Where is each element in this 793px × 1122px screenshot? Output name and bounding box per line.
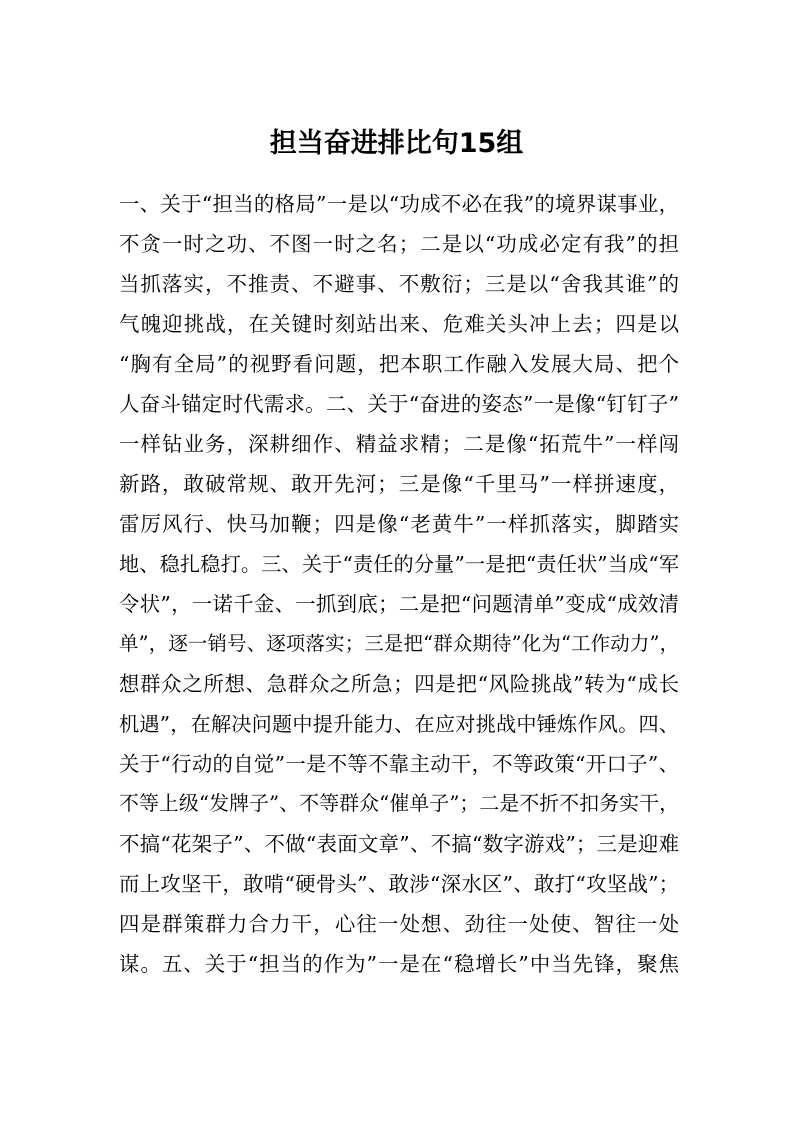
body-line: 谋。五、关于“担当的作为”一是在“稳增长”中当先锋，聚焦 — [119, 952, 679, 976]
body-line: 四是群策群力合力干，心往一处想、劲往一处使、智往一处 — [119, 912, 679, 936]
body-line: 不贪一时之功、不图一时之名；二是以“功成必定有我”的担 — [119, 232, 679, 256]
body-line: 当抓落实，不推责、不避事、不敷衍；三是以“舍我其谁”的 — [119, 272, 679, 296]
body-line: 不搞“花架子”、不做“表面文章”、不搞“数字游戏”；三是迎难 — [119, 832, 679, 856]
body-line: 雷厉风行、快马加鞭；四是像“老黄牛”一样抓落实，脚踏实 — [119, 512, 679, 536]
body-line: 机遇”，在解决问题中提升能力、在应对挑战中锤炼作风。四、 — [119, 712, 679, 736]
body-line: 一样钻业务，深耕细作、精益求精；二是像“拓荒牛”一样闯 — [119, 432, 679, 456]
body-line: 不等上级“发牌子”、不等群众“催单子”；二是不折不扣务实干， — [119, 792, 679, 815]
body-line: 气魄迎挑战，在关键时刻站出来、危难关头冲上去；四是以 — [119, 312, 679, 336]
body-line: 地、稳扎稳打。三、关于“责任的分量”一是把“责任状”当成“军 — [119, 552, 679, 576]
body-line: 令状”，一诺千金、一抓到底；二是把“问题清单”变成“成效清 — [119, 592, 679, 616]
body-line: 想群众之所想、急群众之所急；四是把“风险挑战”转为“成长 — [119, 672, 679, 696]
body-line: 单”，逐一销号、逐项落实；三是把“群众期待”化为“工作动力”， — [119, 632, 679, 655]
document-body — [119, 184, 679, 984]
body-line: 一、关于“担当的格局”一是以“功成不必在我”的境界谋事业， — [119, 192, 679, 216]
body-line: 关于“行动的自觉”一是不等不靠主动干，不等政策“开口子”、 — [119, 752, 679, 776]
body-line: 人奋斗锚定时代需求。二、关于“奋进的姿态”一是像“钉钉子” — [119, 392, 679, 416]
document-title: 担当奋进排比句15组 — [269, 128, 524, 159]
body-line: 新路，敢破常规、敢开先河；三是像“千里马”一样拼速度， — [119, 472, 679, 496]
body-line: 而上攻坚干，敢啃“硬骨头”、敢涉“深水区”、敢打“攻坚战”； — [119, 872, 679, 896]
body-line: “胸有全局”的视野看问题，把本职工作融入发展大局、把个 — [119, 352, 679, 376]
